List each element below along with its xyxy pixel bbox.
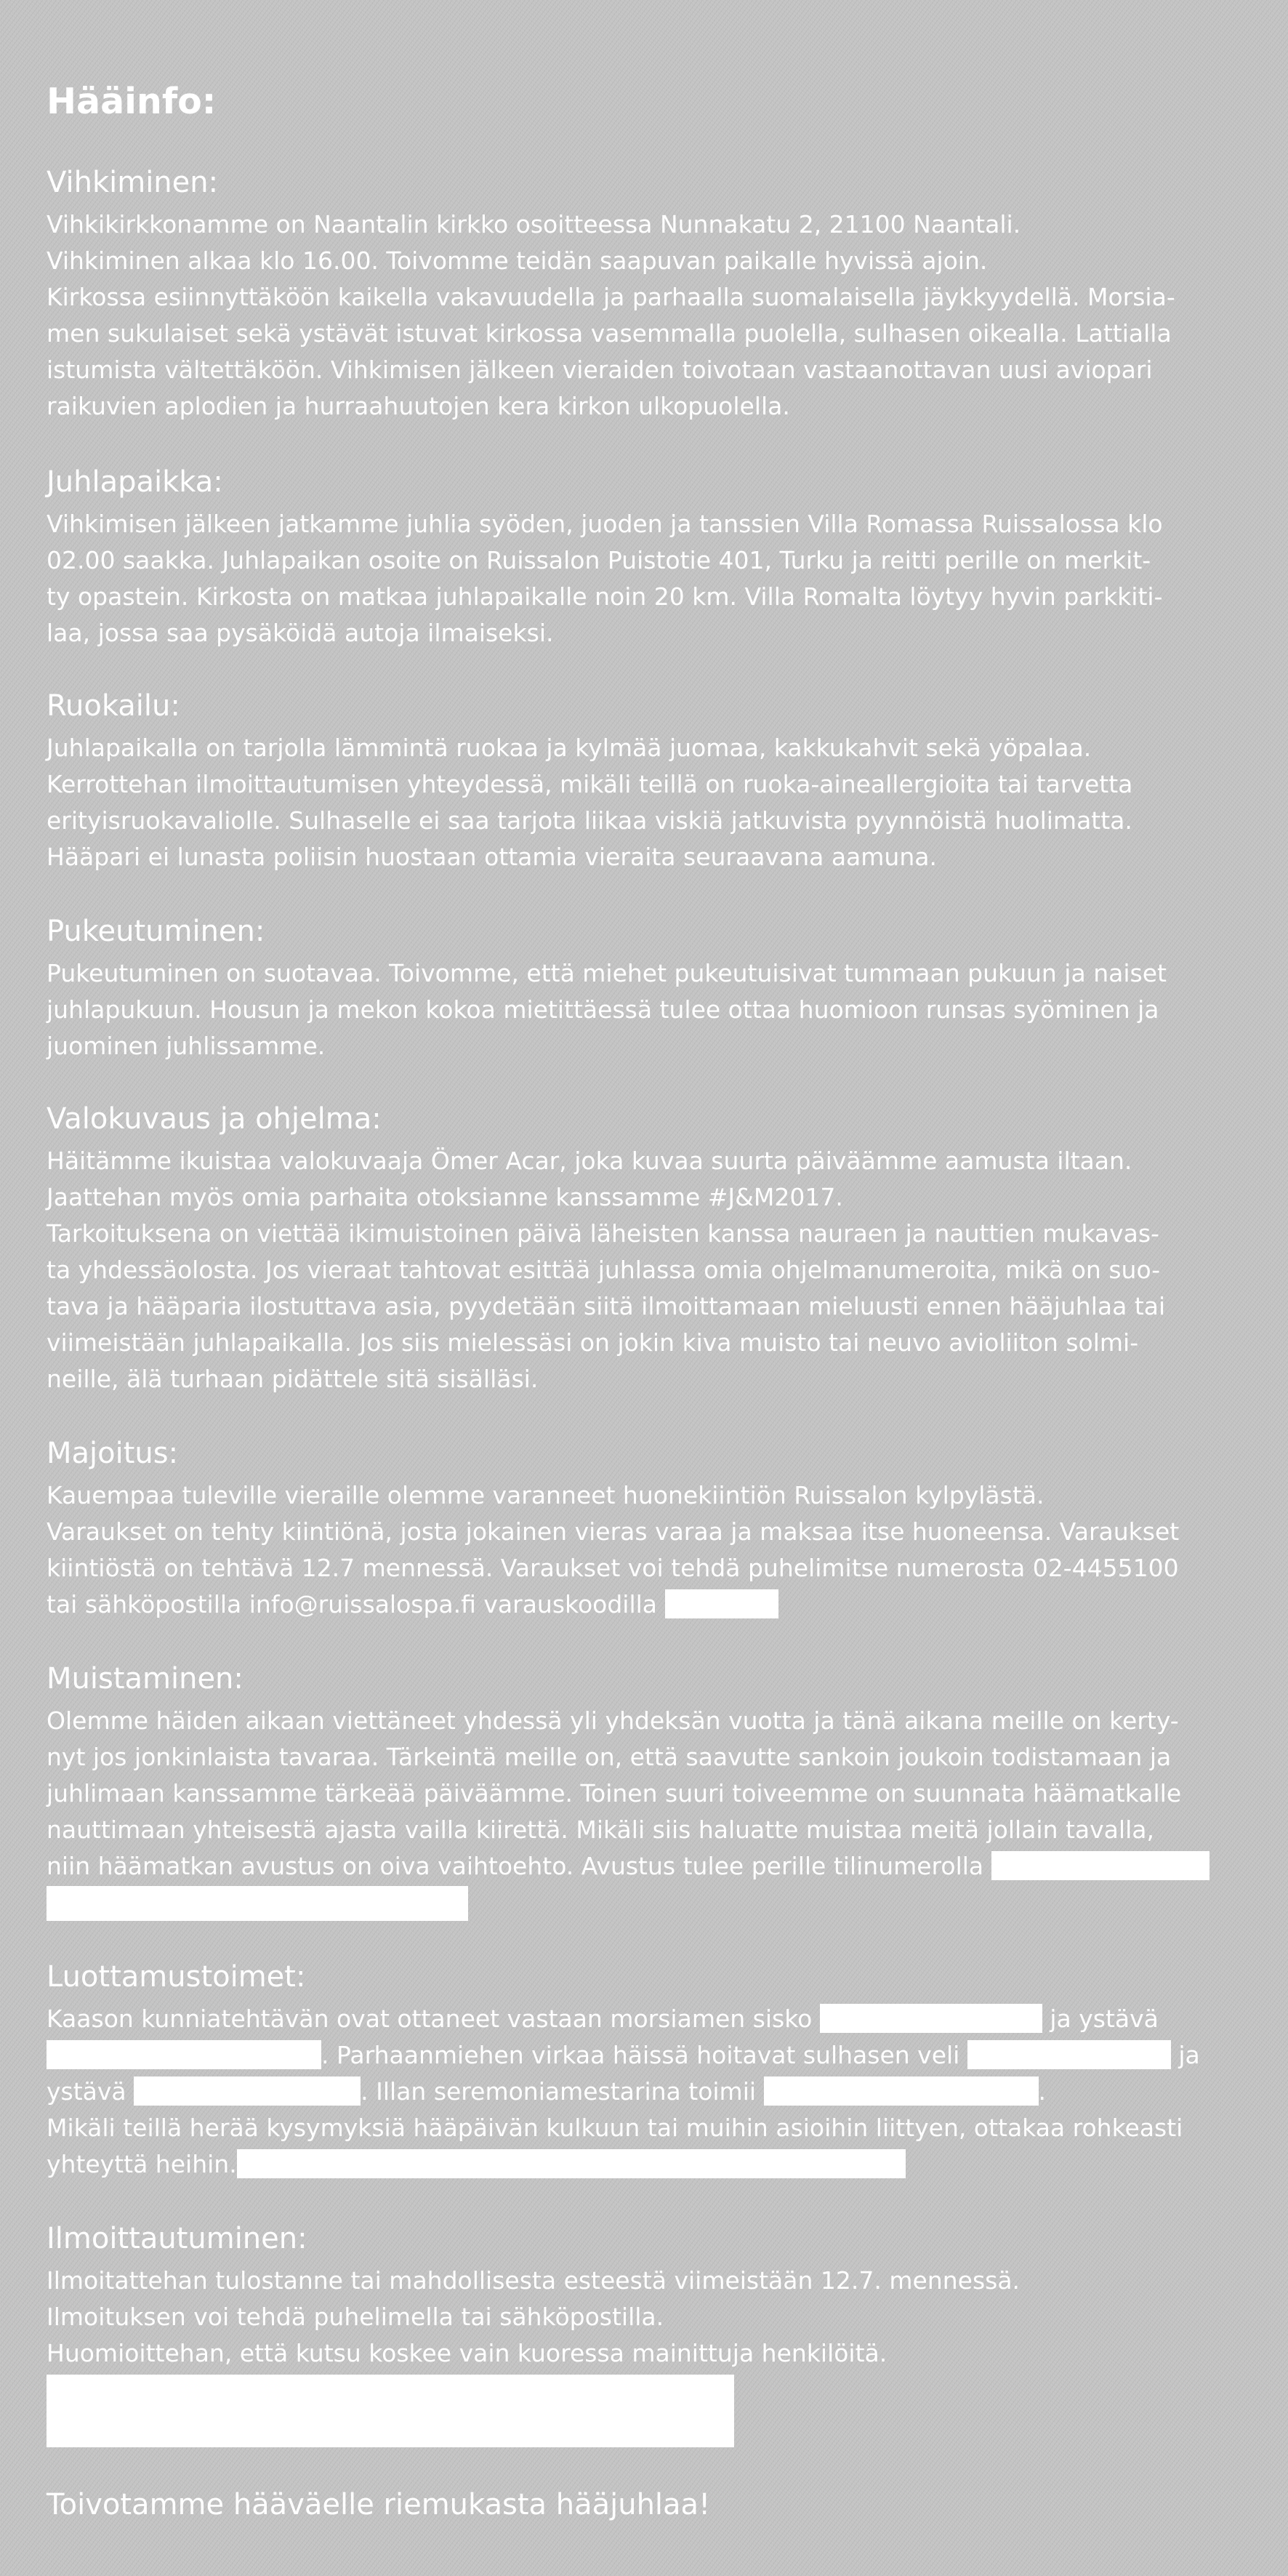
section-heading: Ruokailu:: [47, 689, 180, 723]
paragraph: Pukeutuminen on suotavaa. Toivomme, että miehet pukeutuisivat tummaan pukuun ja naiset juhlapukuun. Housun ja mekon kokoa mietittäessä tulee ottaa huomioon runsas syöminen ja juominen juhlissamme.: [47, 959, 1167, 1060]
page-title: Hääinfo:: [47, 81, 217, 122]
redacted-account-number-continued: [47, 1886, 468, 1921]
section-heading: Pukeutuminen:: [47, 915, 265, 948]
paragraph: [47, 2001, 1246, 2037]
paragraph: [47, 2074, 1246, 2110]
paragraph: Kirkossa esiinnyttäköön kaikella vakavuudella ja parhaalla suomalaisella jäykkyydellä. Morsia- men sukulaiset sekä ystävät istuvat kirkossa vasemmalla puolella, sulhasen oikealla. Lattialla istumista vältettäköön. Vihkimisen jälkeen vieraiden toivotaan vastaanottavan uusi aviopari raikuvien aplodien ja hurraahuutojen kera kirkon ulkopuolella.: [47, 283, 1175, 420]
closing-greeting: Toivotamme hääväelle riemukasta hääjuhlaa!: [47, 2488, 711, 2521]
redacted-account-number: [991, 1851, 1209, 1880]
paragraph: Varaukset on tehty kiintiönä, josta jokainen vieras varaa ja maksaa itse huoneensa. Varaukset kiintiöstä on tehtävä 12.7 mennessä. Varaukset voi tehdä puhelimitse numerosta 02-4455100: [47, 1517, 1180, 1582]
redacted-booking-code: [665, 1589, 778, 1618]
paragraph-with-redaction: [47, 1848, 1246, 1885]
section-luottamustoimet: [47, 1957, 1246, 2183]
redacted-name: [820, 2004, 1042, 2033]
section-heading: Majoitus:: [47, 1437, 179, 1470]
section-muistaminen: [47, 1659, 1246, 1921]
section-ruokailu: [47, 686, 1246, 875]
paragraph-text: tai sähköpostilla info@ruissalospa.fi varauskoodilla: [47, 1590, 658, 1618]
paragraph: Mikäli teillä herää kysymyksiä hääpäivän kulkuun tai muihin asioihin liittyen, ottakaa rohkeasti: [47, 2114, 1183, 2142]
paragraph: [47, 2146, 1246, 2183]
paragraph-text: yhteyttä heihin.: [47, 2150, 237, 2178]
paragraph-with-redaction: [47, 1586, 1246, 1623]
section-heading: Luottamustoimet:: [47, 1960, 306, 1994]
redacted-contact-details: [237, 2149, 906, 2178]
paragraph-text: .: [1038, 2077, 1047, 2106]
paragraph-text: ystävä: [47, 2077, 126, 2106]
paragraph: Ilmoitattehan tulostanne tai mahdollisesta esteestä viimeistään 12.7. mennessä.: [47, 2266, 1021, 2295]
paragraph: Tarkoituksena on viettää ikimuistoinen päivä läheisten kanssa nauraen ja nauttien mukavas- ta yhdessäolosta. Jos vieraat tahtovat esittää juhlassa omia ohjelmanumeroita, mikä on suo- tava ja hääparia ilostuttava asia, pyydetään siitä ilmoittamaan mieluusti ennen hääjuhlaa tai viimeistään juhlapaikalla. Jos siis mielessäsi on jokin kiva muisto tai neuvo avioliiton solmi- neille, älä turhaan pidättele sitä sisälläsi.: [47, 1219, 1166, 1393]
section-juhlapaikka: [47, 462, 1246, 651]
section-ilmoittautuminen: [47, 2219, 1246, 2447]
redacted-name: [134, 2077, 361, 2106]
paragraph-text: niin häämatkan avustus on oiva vaihtoehto. Avustus tulee perille tilinumerolla: [47, 1852, 984, 1880]
section-valokuvaus: [47, 1099, 1246, 1397]
section-heading: Muistaminen:: [47, 1662, 243, 1696]
paragraph: Kauempaa tuleville vieraille olemme varanneet huonekiintiön Ruissalon kylpylästä.: [47, 1481, 1045, 1509]
redacted-name: [967, 2040, 1171, 2069]
paragraph: Vihkikirkkonamme on Naantalin kirkko osoitteessa Nunnakatu 2, 21100 Naantali.: [47, 210, 1021, 238]
section-vihkiminen: [47, 163, 1246, 425]
paragraph: Jaattehan myös omia parhaita otoksianne kanssamme #J&M2017.: [47, 1183, 843, 1211]
section-heading: Ilmoittautuminen:: [47, 2222, 307, 2255]
paragraph: Häitämme ikuistaa valokuvaaja Ömer Acar, joka kuvaa suurta päiväämme aamusta iltaan.: [47, 1147, 1132, 1175]
redacted-name: [47, 2040, 321, 2069]
paragraph-text: . Illan seremoniamestarina toimii: [361, 2077, 757, 2106]
paragraph: Ilmoituksen voi tehdä puhelimella tai sähköpostilla.: [47, 2303, 664, 2331]
section-majoitus: [47, 1434, 1246, 1623]
paragraph: Juhlapaikalla on tarjolla lämmintä ruokaa ja kylmää juomaa, kakkukahvit sekä yöpalaa. Kerrottehan ilmoittautumisen yhteydessä, mikäli teillä on ruoka-aineallergioita tai tarvetta erityisruokavaliolle. Sulhaselle ei saa tarjota liikaa viskiä jatkuvista pyynnöistä huolimatta. Hääpari ei lunasta poliisin huostaan ottamia vieraita seuraavana aamuna.: [47, 734, 1133, 871]
paragraph: Huomioittehan, että kutsu koskee vain kuoressa mainittuja henkilöitä.: [47, 2339, 887, 2367]
section-heading: Valokuvaus ja ohjelma:: [47, 1102, 382, 1136]
paragraph-text: Kaason kunniatehtävän ovat ottaneet vastaan morsiamen sisko: [47, 2005, 813, 2033]
section-heading: Vihkiminen:: [47, 166, 219, 199]
paragraph-text: ja: [1178, 2041, 1200, 2069]
section-heading: Juhlapaikka:: [47, 465, 223, 499]
paragraph-text: ja ystävä: [1050, 2005, 1159, 2033]
paragraph: Vihkiminen alkaa klo 16.00. Toivomme teidän saapuvan paikalle hyvissä ajoin.: [47, 246, 988, 275]
paragraph: Vihkimisen jälkeen jatkamme juhlia syöden, juoden ja tanssien Villa Romassa Ruissalossa klo 02.00 saakka. Juhlapaikan osoite on Ruissalon Puistotie 401, Turku ja reitti perille on merkit- ty opastein. Kirkosta on matkaa juhlapaikalle noin 20 km. Villa Romalta löytyy hyvin parkkiti- laa, jossa saa pysäköidä autoja ilmaiseksi.: [47, 510, 1163, 647]
redacted-contact-block: [47, 2375, 734, 2447]
paragraph: Olemme häiden aikaan viettäneet yhdessä yli yhdeksän vuotta ja tänä aikana meille on kerty- nyt jos jonkinlaista tavaraa. Tärkeintä meille on, että saavutte sankoin joukoin todistamaan ja juhlimaan kanssamme tärkeää päiväämme. Toinen suuri toiveemme on suunnata häämatkalle nauttimaan yhteisestä ajasta vailla kiirettä. Mikäli siis haluatte muistaa meitä jollain tavalla,: [47, 1706, 1182, 1844]
section-pukeutuminen: [47, 912, 1246, 1064]
paragraph: [47, 2037, 1246, 2074]
paragraph-text: . Parhaanmiehen virkaa häissä hoitavat sulhasen veli: [321, 2041, 960, 2069]
redacted-name: [764, 2077, 1039, 2106]
